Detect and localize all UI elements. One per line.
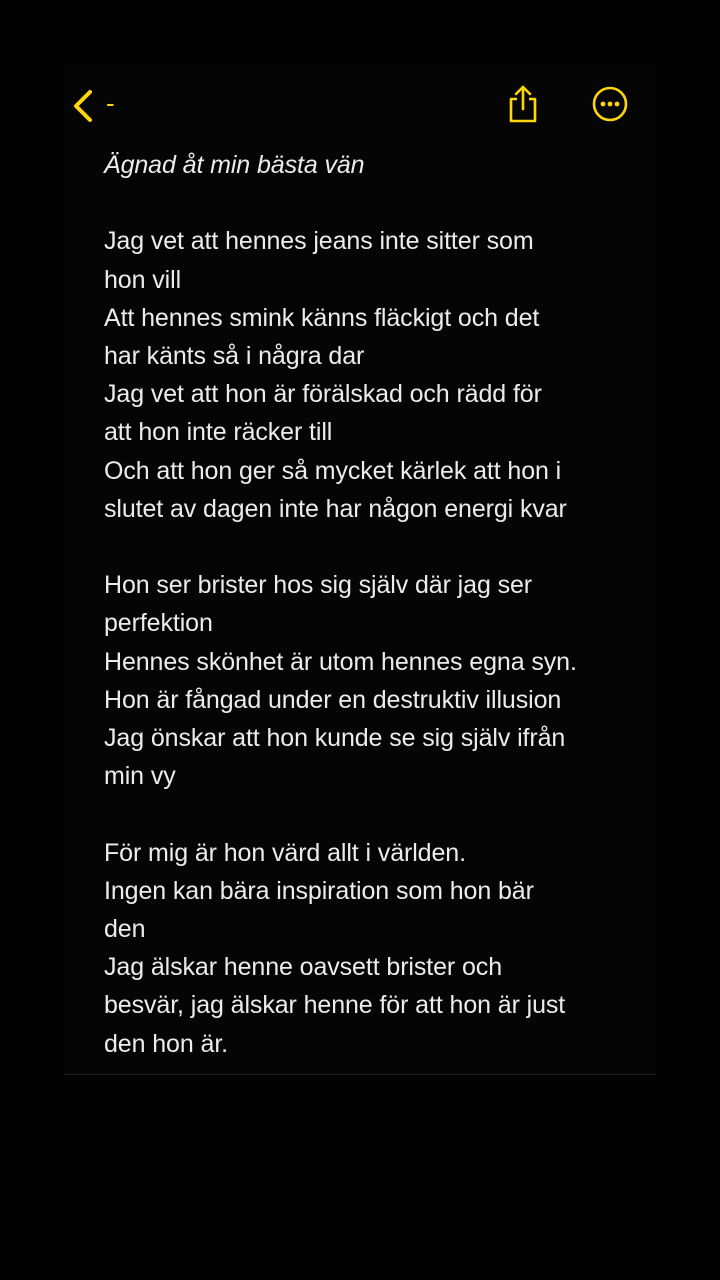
more-options-button[interactable] [586,82,634,130]
back-label: - [106,88,115,118]
stanza-2 [104,566,644,795]
note-line: perfektion [104,609,213,638]
note-line: den hon är. [104,1029,229,1058]
share-button[interactable] [500,82,546,130]
note-line: Hon är fångad under en destruktiv illusion [104,685,562,714]
note-line: Hon ser brister hos sig själv där jag ser [104,571,533,600]
note-line: För mig är hon värd allt i världen. [104,838,466,867]
note-line: Jag vet att hon är förälskad och rädd för [104,380,542,409]
back-button[interactable] [72,82,115,130]
note-line: den [104,915,146,943]
note-line: Att hennes smink känns fläckigt och det [104,303,540,332]
stanza-3 [104,834,644,1063]
note-line: Och att hon ger så mycket kärlek att hon i [104,456,562,485]
share-icon [506,84,540,129]
note-dedication: Ägnad åt min bästa vän [104,151,365,179]
note-line: hon vill [104,265,182,294]
note-line: har känts så i några dar [104,341,365,370]
note-line: besvär, jag älskar henne för att hon är just [104,991,566,1020]
note-line: Jag älskar henne oavsett brister och [104,953,503,982]
note-line: Jag önskar att hon kunde se sig själv ifrån [104,724,566,752]
navigation-bar [0,78,720,134]
chevron-left-icon [72,89,94,123]
note-line: min vy [104,762,176,791]
note-line: Ingen kan bära inspiration som hon bär [104,876,534,905]
stanza-1 [104,222,644,528]
note-line: Hennes skönhet är utom hennes egna syn. [104,647,577,676]
ellipsis-circle-icon [591,85,629,128]
note-body[interactable] [104,146,644,1063]
note-line: att hon inte räcker till [104,418,333,447]
note-line: slutet av dagen inte har någon energi kvar [104,494,567,523]
note-line: Jag vet att hennes jeans inte sitter som [104,227,534,256]
